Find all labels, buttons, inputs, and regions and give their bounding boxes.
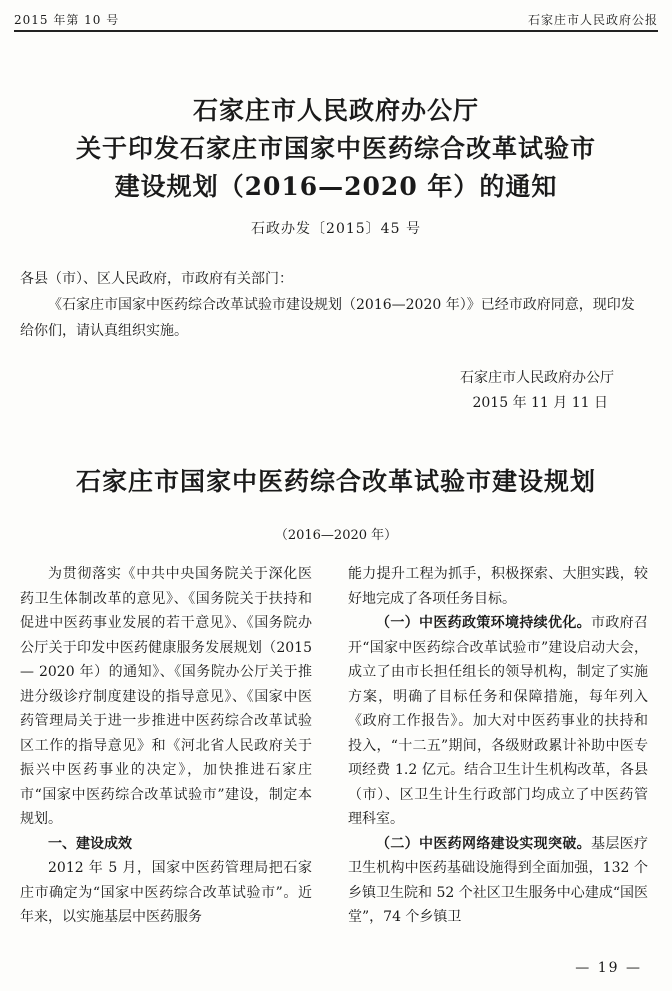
item-1-body: 市政府召开“国家中医药综合改革试验市”建设启动大会，成立了由市长担任组长的领导机构，制定了实施方案，明确了目标任务和保障措施，每年列入《政府工作报告》。加大对中医药事业的扶持和投入，“十二五”期间，各级财政累计补助中医专项经费 1.2 亿元。结合卫生计生机构改革，各县（市）、区卫生计生行政部门均成立了中医药管理科室。 xyxy=(348,615,648,827)
notice-title-line-1: 石家庄市人民政府办公厅 xyxy=(192,96,479,125)
signature-date: 2015 年 11 月 11 日 xyxy=(472,395,608,411)
section-heading: 一、建设成效 xyxy=(48,835,132,852)
notice-body xyxy=(20,266,648,344)
item-2-heading: （二）中医药网络建设实现突破。 xyxy=(376,835,591,852)
item-1-heading: （一）中医药政策环境持续优化。 xyxy=(376,615,591,631)
intro-paragraph: 为贯彻落实《中共中央国务院关于深化医药卫生体制改革的意见》、《国务院关于扶持和促进中医药事业发展的若干意见》、《国务院办公厅关于印发中医药健康服务发展规划（2015 — 2020 年）的通知》、《国务院办公厅关于推进分级诊疗制度建设的指导意见》、《国家中医药管理局关于进一步推进中医药综合改革试验区工作的指导意见》和《河北省人民政府关于振兴中医药事业的决定》，加快推进石家庄市“国家中医药综合改革试验市”建设，制定本规划。 xyxy=(20,566,312,827)
signature-block xyxy=(460,366,614,416)
notice-title-line-3: 建设规划（2016—2020 年）的通知 xyxy=(114,172,558,201)
plan-years: （2016—2020 年） xyxy=(274,528,398,543)
signature-org: 石家庄市人民政府办公厅 xyxy=(460,370,614,386)
page-header xyxy=(14,8,658,32)
item-2-body: 基层医疗卫生机构中医药基础设施得到全面加强，132 个乡镇卫生院和 52 个社区卫生服务中心建成“国医堂”，74 个乡镇卫 xyxy=(348,835,648,925)
publication-name: 石家庄市人民政府公报 xyxy=(527,13,658,27)
item-2 xyxy=(348,832,648,930)
notice-title xyxy=(0,92,672,206)
notice-title-line-2: 关于印发石家庄市国家中医药综合改革试验市 xyxy=(75,134,596,163)
plan-title: 石家庄市国家中医药综合改革试验市建设规划 xyxy=(75,467,596,496)
addressee: 各县（市）、区人民政府，市政府有关部门： xyxy=(20,271,293,287)
issue-number: 2015 年第 10 号 xyxy=(14,13,120,27)
page-number: — 19 — xyxy=(575,960,642,976)
right-column xyxy=(348,562,648,930)
item-1 xyxy=(348,611,648,832)
left-column xyxy=(20,562,312,930)
continued-paragraph: 能力提升工程为抓手，积极探索、大胆实践，较好地完成了各项任务目标。 xyxy=(348,566,648,607)
notice-text: 《石家庄市国家中医药综合改革试验市建设规划（2016—2020 年）》已经市政府同意，现印发给你们，请认真组织实施。 xyxy=(20,297,635,339)
section-paragraph: 2012 年 5 月，国家中医药管理局把石家庄市确定为“国家中医药综合改革试验市”。近年来，以实施基层中医药服务 xyxy=(20,860,312,925)
document-number: 石政办发〔2015〕45 号 xyxy=(251,221,421,237)
